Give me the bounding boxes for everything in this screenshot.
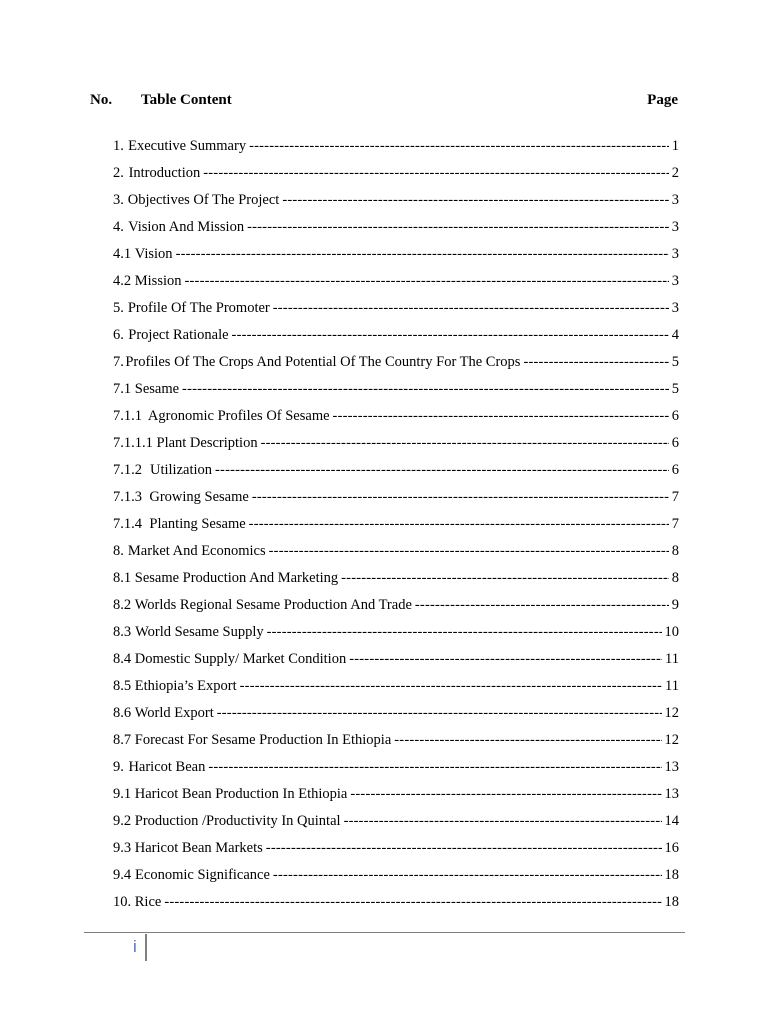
toc-entry-page: 18	[664, 867, 679, 883]
toc-entry-page: 2	[671, 165, 679, 181]
toc-entry-title: Worlds Regional Sesame Production And Trade	[134, 597, 412, 613]
toc-dot-leader	[350, 785, 661, 803]
toc-entry-title: Utilization	[150, 462, 213, 478]
toc-entry-page: 12	[664, 732, 679, 748]
toc-entry-page: 9	[671, 597, 679, 613]
toc-entry-page: 11	[665, 678, 679, 694]
toc-entry-number: 7.1.4	[113, 516, 142, 532]
toc-entry-number: 4.1	[113, 246, 132, 262]
toc-dot-leader	[273, 866, 662, 884]
toc-entry[interactable]	[113, 164, 679, 191]
toc-entry-title: World Sesame Supply	[135, 624, 264, 640]
toc-entry-number: 9.2	[113, 813, 132, 829]
toc-dot-leader	[266, 839, 662, 857]
toc-entry[interactable]	[113, 758, 679, 785]
toc-entry-title: Sesame	[134, 381, 180, 397]
toc-dot-leader	[267, 623, 662, 641]
toc-entry-title: Introduction	[128, 165, 201, 181]
toc-entry-title: Domestic Supply/ Market Condition	[134, 651, 347, 667]
toc-entry-page: 13	[664, 786, 679, 802]
footer-divider	[84, 932, 685, 933]
toc-entry[interactable]	[113, 596, 679, 623]
toc-entry[interactable]	[113, 299, 679, 326]
toc-entry[interactable]	[113, 191, 679, 218]
toc-dot-leader	[261, 434, 669, 452]
toc-entry-number: 2.	[113, 165, 124, 181]
column-header-page: Page	[647, 92, 678, 108]
toc-entry[interactable]	[113, 461, 679, 488]
toc-entry-title: Agronomic Profiles Of Sesame	[147, 408, 330, 424]
toc-entry-page: 14	[664, 813, 679, 829]
toc-entry-number: 7.1.1	[113, 408, 142, 424]
toc-dot-leader	[240, 677, 662, 695]
toc-dot-leader	[333, 407, 669, 425]
toc-entry-number: 5.	[113, 300, 124, 316]
toc-entry-page: 8	[671, 543, 679, 559]
toc-entry-number: 8.1	[113, 570, 132, 586]
toc-entry-number: 9.3	[113, 840, 132, 856]
toc-dot-leader	[247, 218, 669, 236]
toc-entry[interactable]	[113, 866, 679, 893]
toc-entry-number: 7.1	[113, 381, 132, 397]
toc-dot-leader	[215, 461, 669, 479]
toc-entry-page: 6	[671, 435, 679, 451]
toc-entry-page: 5	[671, 381, 679, 397]
toc-dot-leader	[249, 515, 669, 533]
toc-entry-page: 11	[665, 651, 679, 667]
toc-entry-page: 13	[664, 759, 679, 775]
toc-dot-leader	[217, 704, 662, 722]
toc-dot-leader	[269, 542, 669, 560]
toc-entry-title: Planting Sesame	[149, 516, 246, 532]
toc-entry-page: 3	[671, 219, 679, 235]
column-header-no: No.	[90, 92, 113, 108]
toc-dot-leader	[203, 164, 669, 182]
toc-entry-title: Growing Sesame	[149, 489, 249, 505]
toc-entry-title: Production /Productivity In Quintal	[134, 813, 341, 829]
toc-entry[interactable]	[113, 677, 679, 704]
footer-vertical-bar	[145, 934, 147, 961]
toc-dot-leader	[182, 380, 669, 398]
toc-entry-page: 4	[671, 327, 679, 343]
column-header-table-content: Table Content	[141, 92, 232, 108]
toc-entry[interactable]	[113, 434, 679, 461]
toc-entry[interactable]	[113, 839, 679, 866]
toc-entry-page: 18	[664, 894, 679, 910]
toc-entry-title: Profiles Of The Crops And Potential Of The Country For The Crops	[125, 354, 521, 370]
toc-entry[interactable]	[113, 731, 679, 758]
toc-entry-title: Profile Of The Promoter	[127, 300, 270, 316]
toc-entry[interactable]	[113, 542, 679, 569]
toc-entry-number: 8.5	[113, 678, 132, 694]
toc-dot-leader	[249, 137, 669, 155]
toc-entry-number: 9.4	[113, 867, 132, 883]
toc-entry-number: 7.1.3	[113, 489, 142, 505]
toc-entry-number: 6.	[113, 327, 124, 343]
toc-entry-number: 10.	[113, 894, 132, 910]
footer-page-number: i	[133, 937, 137, 956]
toc-entry[interactable]	[113, 893, 679, 920]
toc-entry[interactable]	[113, 785, 679, 812]
toc-entry-title: Ethiopia’s Export	[134, 678, 237, 694]
toc-entry-page: 6	[671, 408, 679, 424]
toc-dot-leader	[208, 758, 661, 776]
toc-entry-number: 4.	[113, 219, 124, 235]
toc-entry-number: 9.1	[113, 786, 132, 802]
toc-entry-title: Vision And Mission	[128, 219, 245, 235]
toc-entry[interactable]	[113, 569, 679, 596]
table-of-contents	[113, 137, 679, 920]
toc-entry-title: Mission	[134, 273, 182, 289]
toc-entry-page: 1	[671, 138, 679, 154]
toc-entry-title: Haricot Bean Production In Ethiopia	[134, 786, 348, 802]
toc-entry-page: 10	[664, 624, 679, 640]
toc-entry-number: 8.3	[113, 624, 132, 640]
toc-entry-page: 3	[671, 246, 679, 262]
toc-entry[interactable]	[113, 812, 679, 839]
toc-entry-title: Objectives Of The Project	[127, 192, 280, 208]
toc-entry-number: 8.	[113, 543, 124, 559]
toc-entry[interactable]	[113, 704, 679, 731]
toc-dot-leader	[176, 245, 669, 263]
toc-entry-title: Plant Description	[156, 435, 258, 451]
toc-dot-leader	[344, 812, 662, 830]
toc-entry-number: 7.1.1.1	[113, 435, 153, 451]
toc-entry-page: 5	[671, 354, 679, 370]
toc-dot-leader	[349, 650, 662, 668]
toc-entry-title: Sesame Production And Marketing	[134, 570, 339, 586]
toc-entry-number: 1.	[113, 138, 124, 154]
toc-entry-page: 12	[664, 705, 679, 721]
toc-entry-title: World Export	[134, 705, 214, 721]
toc-entry-title: Market And Economics	[127, 543, 266, 559]
toc-dot-leader	[282, 191, 668, 209]
toc-entry-number: 7.1.2	[113, 462, 142, 478]
toc-entry-title: Forecast For Sesame Production In Ethiopia	[134, 732, 392, 748]
toc-entry-number: 7.	[113, 354, 124, 370]
toc-entry-page: 7	[671, 516, 679, 532]
toc-entry-title: Rice	[134, 894, 162, 910]
toc-entry[interactable]	[113, 650, 679, 677]
toc-entry-number: 8.7	[113, 732, 132, 748]
toc-dot-leader	[232, 326, 669, 344]
toc-entry-title: Haricot Bean Markets	[134, 840, 263, 856]
toc-entry[interactable]	[113, 137, 679, 164]
toc-entry-number: 3.	[113, 192, 124, 208]
toc-dot-leader	[341, 569, 669, 587]
toc-entry-page: 7	[671, 489, 679, 505]
toc-entry-title: Executive Summary	[128, 138, 247, 154]
toc-entry-page: 6	[671, 462, 679, 478]
toc-dot-leader	[415, 596, 669, 614]
toc-entry-number: 4.2	[113, 273, 132, 289]
toc-dot-leader	[394, 731, 661, 749]
toc-entry[interactable]	[113, 515, 679, 542]
toc-dot-leader	[523, 353, 668, 371]
toc-entry[interactable]	[113, 623, 679, 650]
toc-entry-title: Vision	[134, 246, 173, 262]
toc-entry[interactable]	[113, 407, 679, 434]
toc-entry-page: 16	[664, 840, 679, 856]
toc-entry[interactable]	[113, 272, 679, 299]
toc-entry[interactable]	[113, 353, 679, 380]
toc-entry[interactable]	[113, 326, 679, 353]
toc-entry[interactable]	[113, 488, 679, 515]
toc-dot-leader	[185, 272, 669, 290]
toc-entry-title: Project Rationale	[128, 327, 229, 343]
toc-entry-title: Haricot Bean	[128, 759, 206, 775]
toc-dot-leader	[273, 299, 669, 317]
toc-entry[interactable]	[113, 218, 679, 245]
toc-dot-leader	[252, 488, 669, 506]
toc-entry-title: Economic Significance	[135, 867, 270, 883]
toc-entry[interactable]	[113, 380, 679, 407]
toc-entry-number: 9.	[113, 759, 124, 775]
toc-entry-page: 3	[671, 300, 679, 316]
toc-entry-number: 8.4	[113, 651, 132, 667]
toc-entry-page: 8	[671, 570, 679, 586]
toc-entry-number: 8.6	[113, 705, 132, 721]
toc-entry-page: 3	[671, 273, 679, 289]
toc-entry[interactable]	[113, 245, 679, 272]
toc-dot-leader	[164, 893, 661, 911]
toc-entry-number: 8.2	[113, 597, 132, 613]
toc-entry-page: 3	[671, 192, 679, 208]
